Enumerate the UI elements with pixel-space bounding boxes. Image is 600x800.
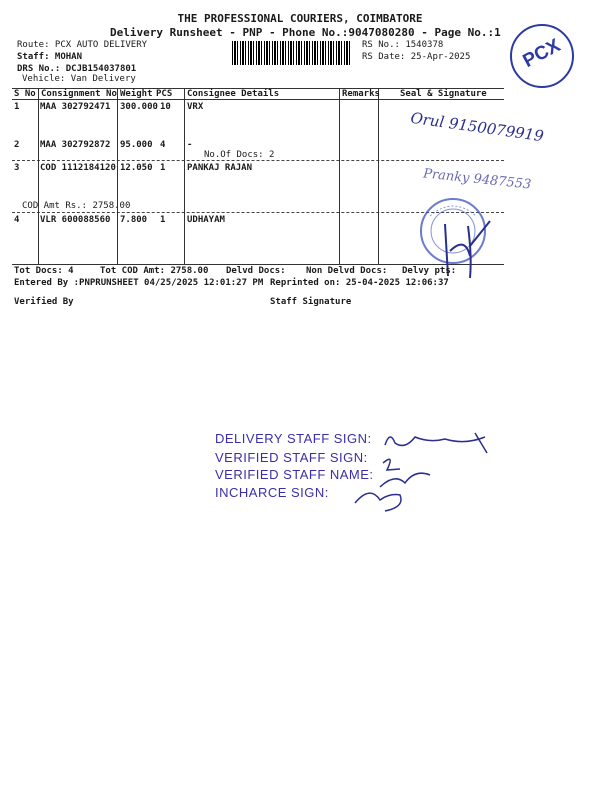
vehicle-label: Vehicle: Van Delivery	[22, 74, 136, 84]
column-header-consignee: Consignee Details	[187, 89, 280, 99]
row-consignment: MAA 302792471	[40, 102, 111, 112]
handwritten-signature-row3: Pranky 9487553	[422, 166, 532, 193]
staff-signature-label: Staff Signature	[270, 297, 352, 307]
stamp-verified-staff-name: VERIFIED STAFF NAME:	[215, 467, 374, 482]
row-consignee: VRX	[187, 102, 204, 112]
row-note: No.Of Docs: 2	[204, 150, 275, 160]
delivery-points: Delvy pts:	[402, 266, 457, 276]
column-line	[339, 88, 340, 264]
pcx-logo-stamp	[510, 24, 574, 88]
row-sno: 1	[14, 102, 20, 112]
company-title: THE PROFESSIONAL COURIERS, COIMBATORE	[177, 12, 423, 25]
column-header-weight: Weight	[120, 89, 153, 99]
reprinted-on: Reprinted on: 25-04-2025 12:06:37	[270, 278, 449, 288]
table-header-rule	[12, 99, 504, 100]
row-weight: 300.000	[120, 102, 158, 112]
stamp-signatures-icon	[375, 425, 505, 520]
column-line	[117, 88, 118, 264]
pcx-logo-text: PCX	[519, 35, 564, 73]
delivered-docs: Delvd Docs:	[226, 266, 286, 276]
row-consignment: MAA 302792872	[40, 140, 111, 150]
runsheet-subtitle: Delivery Runsheet - PNP - Phone No.:9047080280 - Page No.:1	[110, 26, 501, 39]
row-consignee: PANKAJ RAJAN	[187, 163, 253, 173]
barcode-image	[232, 41, 352, 65]
column-line	[38, 88, 39, 264]
row-weight: 7.800	[120, 215, 148, 225]
stamp-verified-staff-sign: VERIFIED STAFF SIGN:	[215, 450, 368, 465]
route-label: Route: PCX AUTO DELIVERY	[17, 40, 148, 50]
row-sno: 2	[14, 140, 20, 150]
staff-label: Staff: MOHAN	[17, 52, 83, 62]
row-pcs: 1	[160, 163, 166, 173]
column-header-consignment: Consignment No	[41, 89, 117, 99]
row-divider	[12, 160, 504, 161]
row-pcs: 10	[160, 102, 171, 112]
row-consignment: COD 1112184120	[40, 163, 116, 173]
row-pcs: 1	[160, 215, 166, 225]
column-header-seal-signature: Seal & Signature	[400, 89, 487, 99]
stamp-delivery-staff-sign: DELIVERY STAFF SIGN:	[215, 431, 372, 446]
non-delivered-docs: Non Delvd Docs:	[306, 266, 388, 276]
entered-by: Entered By :PNPRUNSHEET 04/25/2025 12:01:27 PM	[14, 278, 264, 288]
rs-number: RS No.: 1540378	[362, 40, 444, 50]
handwritten-signature-row1: Orul 9150079919	[409, 108, 545, 146]
verified-by-label: Verified By	[14, 297, 74, 307]
total-docs: Tot Docs: 4	[14, 266, 74, 276]
row-weight: 12.050	[120, 163, 153, 173]
stamp-incharge-sign: INCHARCE SIGN:	[215, 485, 329, 500]
column-line	[378, 88, 379, 264]
row-note: COD Amt Rs.: 2758.00	[22, 201, 131, 211]
column-header-pcs: PCS	[156, 89, 173, 99]
column-header-sno: S No	[14, 89, 36, 99]
row-consignee: -	[187, 140, 193, 150]
column-line	[184, 88, 185, 264]
row-consignment: VLR 600088560	[40, 215, 111, 225]
row-pcs: 4	[160, 140, 166, 150]
column-header-remarks: Remarks	[342, 89, 380, 99]
rs-date: RS Date: 25-Apr-2025	[362, 52, 471, 62]
total-cod-amount: Tot COD Amt: 2758.00	[100, 266, 209, 276]
row-consignee: UDHAYAM	[187, 215, 225, 225]
drs-number: DRS No.: DCJB154037801	[17, 64, 137, 74]
row-weight: 95.000	[120, 140, 153, 150]
row-sno: 4	[14, 215, 20, 225]
row-sno: 3	[14, 163, 20, 173]
